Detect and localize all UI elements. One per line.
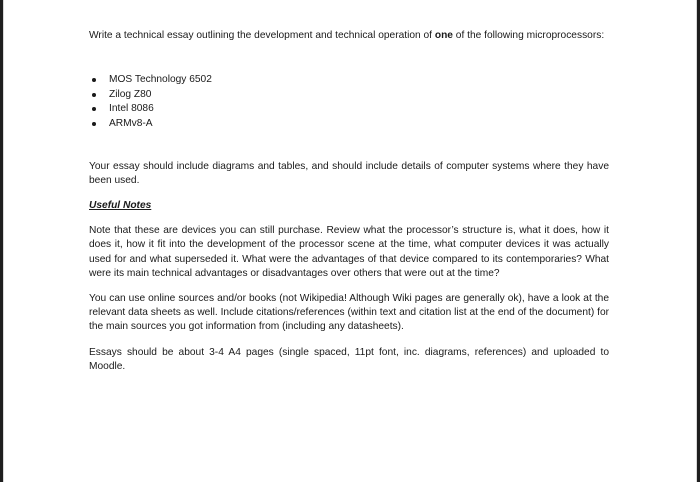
- intro-text-start: Write a technical essay outlining the development and technical operation of: [89, 30, 435, 41]
- document-body: [89, 29, 609, 385]
- bullet-icon: [92, 78, 96, 82]
- processor-list: [89, 73, 609, 131]
- bullet-icon: [92, 107, 96, 111]
- list-item: [89, 88, 609, 103]
- list-item-text: Zilog Z80: [109, 88, 152, 100]
- bullet-icon: [92, 122, 96, 126]
- list-item-text: MOS Technology 6502: [109, 74, 212, 86]
- intro-bold-word: one: [434, 30, 453, 41]
- length-paragraph: Essays should be about 3-4 A4 pages (single spaced, 11pt font, inc. diagrams, references) and uploaded to Moodle.: [89, 346, 609, 372]
- notes-paragraph: Note that these are devices you can still purchase. Review what the processor’s structure is, what it does, how it does it, how it fit into the development of the processor scene at the time, what computer devices it was actually used for and what superseded it. What were the advantages of that device compared to its contemporaries? What were its main technical advantages or disadvantages over others that were out at the time?: [89, 225, 609, 279]
- useful-notes-heading: Useful Notes: [89, 199, 152, 211]
- list-item-text: ARMv8-A: [109, 117, 153, 129]
- document-page: [3, 0, 697, 482]
- list-item-text: Intel 8086: [109, 103, 154, 115]
- intro-text-end: of the following microprocessors:: [452, 30, 605, 41]
- intro-paragraph: [89, 29, 609, 43]
- include-paragraph: Your essay should include diagrams and tables, and should include details of computer systems where they have been used.: [89, 160, 609, 186]
- bullet-icon: [92, 93, 96, 97]
- list-item: [89, 117, 609, 132]
- sources-paragraph: You can use online sources and/or books (not Wikipedia! Although Wiki pages are generally ok), have a look at the relevant data sheets as well. Include citations/references (within text and citation list at the end of the document) for the main sources you got information from (including any datasheets).: [89, 293, 609, 333]
- list-item: [89, 102, 609, 117]
- list-item: [89, 73, 609, 88]
